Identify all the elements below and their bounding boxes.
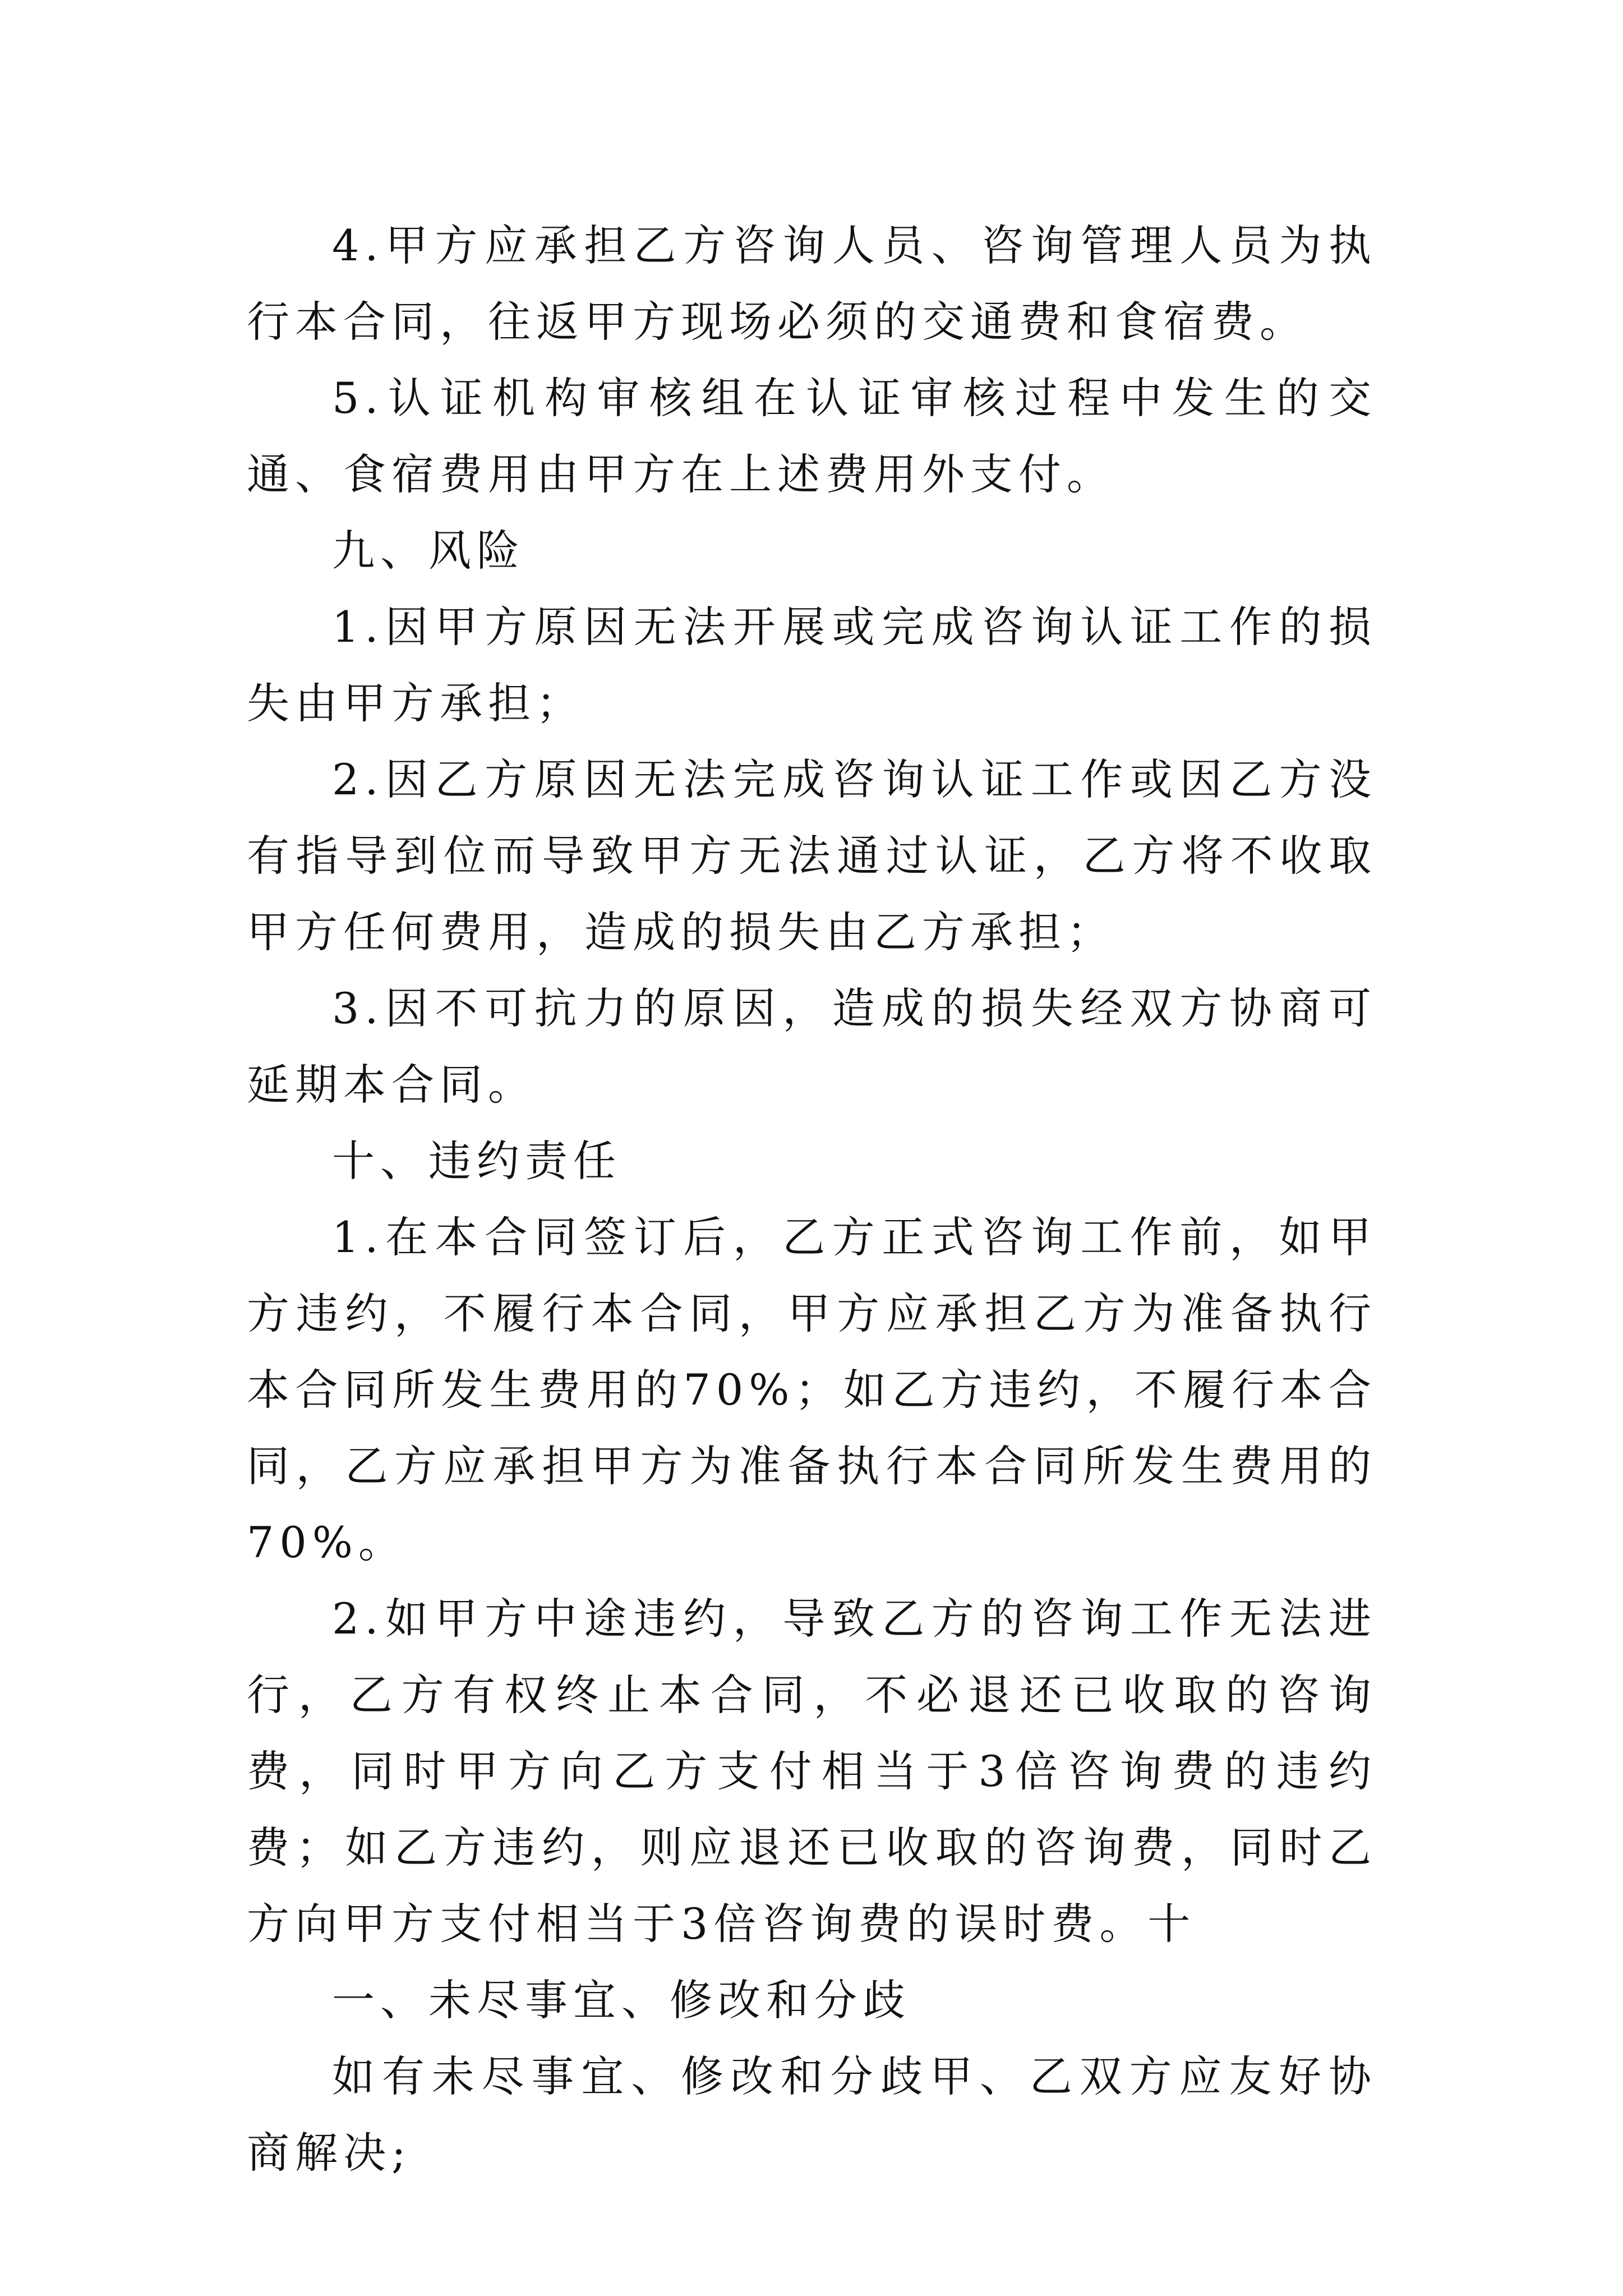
section-heading-liability: 十、违约责任 bbox=[332, 1136, 621, 1186]
paragraph-clause-10-1: 1.在本合同签订后，乙方正式咨询工作前，如甲方违约，不履行本合同，甲方应承担乙方为准备执行本合同所发生费用的70%；如乙方违约，不履行本合同，乙方应承担甲方为准备执行本合同所发生费用的70%。 bbox=[247, 1212, 1377, 1567]
paragraph-clause-10-2: 2.如甲方中途违约，导致乙方的咨询工作无法进行，乙方有权终止本合同，不必退还已收取的咨询费，同时甲方向乙方支付相当于3倍咨询费的违约费；如乙方违约，则应退还已收取的咨询费，同时乙方向甲方支付相当于3倍咨询费的误时费。十 bbox=[247, 1594, 1377, 1949]
document-body bbox=[247, 208, 1377, 2191]
paragraph-clause-11-body: 如有未尽事宜、修改和分歧甲、乙双方应友好协商解决; bbox=[247, 2051, 1377, 2178]
paragraph-clause-9-1: 1.因甲方原因无法开展或完成咨询认证工作的损失由甲方承担； bbox=[247, 602, 1377, 728]
paragraph-clause-9-2: 2.因乙方原因无法完成咨询认证工作或因乙方没有指导到位而导致甲方无法通过认证，乙方将不收取甲方任何费用，造成的损失由乙方承担； bbox=[247, 754, 1377, 957]
paragraph-clause-8-5: 5.认证机构审核组在认证审核过程中发生的交通、食宿费用由甲方在上述费用外支付。 bbox=[247, 373, 1377, 499]
section-heading-risk: 九、风险 bbox=[332, 526, 525, 576]
section-heading-outstanding-matters: 一、未尽事宜、修改和分歧 bbox=[332, 1975, 911, 2025]
paragraph-clause-9-3: 3.因不可抗力的原因，造成的损失经双方协商可延期本合同。 bbox=[247, 983, 1377, 1110]
paragraph-clause-8-4: 4.甲方应承担乙方咨询人员、咨询管理人员为执行本合同，往返甲方现场必须的交通费和食宿费。 bbox=[247, 220, 1377, 347]
